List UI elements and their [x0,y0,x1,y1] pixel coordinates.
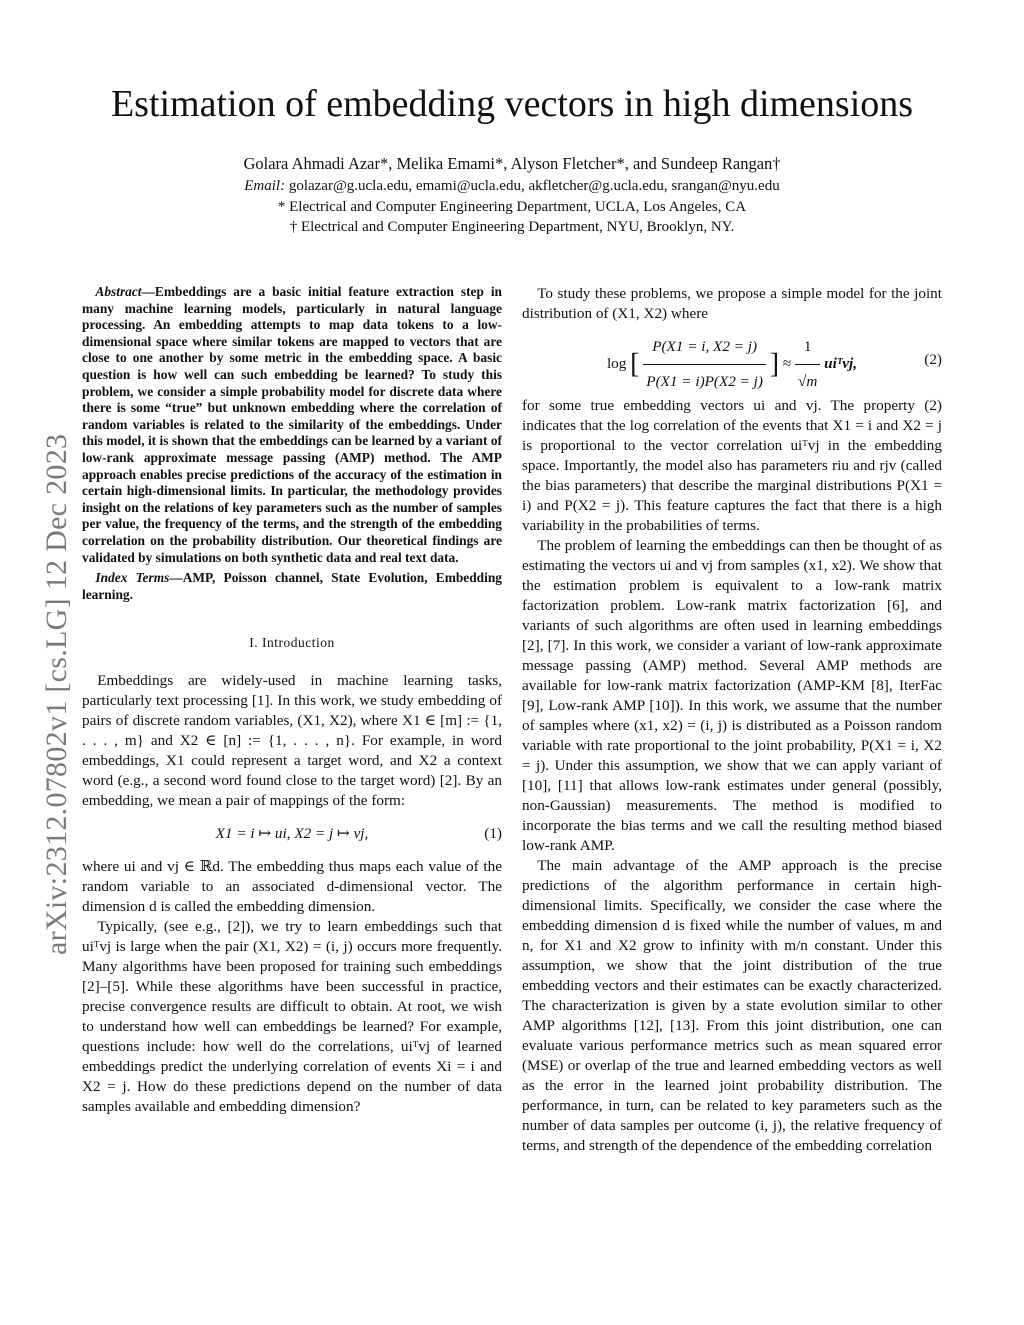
equation-2-scale-denominator: √m [798,373,818,390]
equation-2-scale-numerator: 1 [795,330,820,365]
equation-2-scale [795,330,820,399]
index-terms-label: Index Terms [95,570,170,586]
email-addresses: golazar@g.ucla.edu, emami@ucla.edu, akfletcher@g.ucla.edu, srangan@nyu.edu [288,178,780,194]
equation-2-body [582,330,882,390]
right-paragraph-2: for some true embedding vectors ui and vj. The property (2) indicates that the log correlation of the events that X1 = i and X2 = j is proportional to the vector correlation uiᵀvj in the embedding space. Importantly, the model also has parameters riu and rjv (called the bias parameters) that describe the marginal distributions P(X1 = i) and P(X2 = j). This feature captures the fact that there is a high variability in the probabilities of terms. [522,397,942,534]
equation-1 [82,817,502,851]
right-paragraph-1: To study these problems, we propose a simple model for the joint distribution of (X1, X2) where [522,285,942,322]
arxiv-sidebar [10,345,73,955]
affiliation-ucla: * Electrical and Computer Engineering Department, UCLA, Los Angeles, CA [277,199,747,215]
abstract-label: Abstract [95,284,142,299]
affiliation-nyu: † Electrical and Computer Engineering Department, NYU, Brooklyn, NY. [289,219,735,235]
equation-2-number: (2) [924,351,942,368]
equation-2-fraction [643,330,766,399]
email-line [0,178,1024,195]
index-terms [82,570,502,603]
abstract [82,284,502,566]
intro-paragraph-2: where ui and vj ∈ ℝd. The embedding thus maps each value of the random variable to an associated d-dimensional vector. The dimension d is called the embedding dimension. [82,858,502,916]
author-list: Golara Ahmadi Azar*, Melika Emami*, Alyson Fletcher*, and Sundeep Rangan† [243,154,781,173]
equation-2-numerator: P(X1 = i, X2 = j) [643,330,766,365]
equation-2-left-bracket: [ [630,348,640,380]
right-paragraph-4: The main advantage of the AMP approach is the precise predictions of the algorithm performance in certain high-dimensional limits. Specifically, we consider the case where the embedding dimension d is fixed while the number of values, m and n, for X1 and X2 grow to infinity with m/n constant. Under this assumption, we show that the joint distribution of the true embedding vectors and their estimates can be exactly characterized. The characterization is given by a state evolution similar to other AMP algorithms [12], [13]. From this joint distribution, one can evaluate various performance metrics such as mean squared error (MSE) or overlap of the true and learned embedding vectors as well as the error in the learned joint probability distribution. The performance, in turn, can be related to key parameters such as the number of data samples per outcome (i, j), the relative frequency of terms, and strength of the dependence of the embedding correlation [522,857,942,1154]
right-column [522,284,942,1156]
equation-1-body: X1 = i ↦ ui, X2 = j ↦ vj, [215,825,369,843]
email-label: Email: [244,178,286,194]
paper-title: Estimation of embedding vectors in high dimensions [110,83,914,125]
equation-2-denominator: P(X1 = i)P(X2 = j) [646,373,763,390]
equation-2-log: log [606,354,627,372]
equation-2 [522,330,942,390]
equation-1-number: (1) [484,825,502,843]
intro-paragraph-3: Typically, (see e.g., [2]), we try to learn embeddings such that uiᵀvj is large when the pair (X1, X2) = (i, j) occurs more frequently. Many algorithms have been proposed for training such embeddings [2]–[5]. While these algorithms have been successful in practice, precise convergence results are difficult to obtain. At root, we wish to understand how well can embeddings be learned? For example, questions include: how well do the correlations, uiᵀvj of learned embeddings predict the underlying correlation of events Xi = i and X2 = j. How do these predictions depend on the number of data samples available and embedding dimension? [82,918,502,1116]
section-heading-introduction: I. Introduction [249,635,335,651]
equation-2-right-bracket: ] [769,348,780,380]
index-terms-text: —AMP, Poisson channel, State Evolution, Embedding learning. [82,570,502,602]
arxiv-id-stamp: arXiv:2312.07802v1 [cs.LG] 12 Dec 2023 [40,433,73,955]
abstract-text: —Embeddings are a basic initial feature extraction step in many machine learning models, particularly in natural language processing. An embedding attempts to map data tokens to a low-dimensional space where similar tokens are mapped to vectors that are close to one another by some metric in the embedding space. A basic question is how well can such embedding be learned? To study this problem, we consider a simple probability model for discrete data where there is some “true” but unknown embedding where the correlation of random variables is related to the similarity of the embeddings. Under this model, it is shown that the embeddings can be learned by a variant of low-rank approximate message passing (AMP) method. The AMP approach enables precise predictions of the accuracy of the estimation in certain high-dimensional limits. In particular, the methodology provides insight on the relations of key parameters such as the number of samples per value, the frequency of the terms, and the strength of the embedding correlation on the probability distribution. Our theoretical findings are validated by simulations on both synthetic data and real text data. [82,284,502,565]
left-column [82,284,502,1117]
equation-2-rhs: uiᵀvj, [824,354,858,372]
equation-2-approx: ≈ [782,354,792,372]
right-paragraph-3: The problem of learning the embeddings can then be thought of as estimating the vectors ui and vj from samples (x1, x2). We show that the estimation problem is equivalent to a low-rank matrix factorization problem. Low-rank matrix factorization [6], and variants of such algorithms are often used in learning embeddings [2], [7]. In this work, we consider a variant of low-rank approximate message passing (AMP) method. Several AMP methods are available for low-rank matrix factorization (AMP-KM [8], IterFac [9], Low-rank AMP [10]). In this work, we assume that the number of samples where (x1, x2) = (i, j) is distributed as a Poisson random variable with rate proportional to the joint probability, P(X1 = i, X2 = j). Under this assumption, we show that we can apply variant of [10], [11] that allows low-rank estimates under general (possibly, non-Gaussian) measurements. The method is modified to incorporate the bias terms and we call the resulting method biased low-rank AMP. [522,537,942,854]
intro-paragraph-1: Embeddings are widely-used in machine learning tasks, particularly text processing [1]. In this work, we study embedding of pairs of discrete random variables, (X1, X2), where X1 ∈ [m] := {1, . . . , m} and X2 ∈ [n] := {1, . . . , n}. For example, in word embeddings, X1 could represent a target word, and X2 a context word (e.g., a second word found close to the target word) [2]. By an embedding, we mean a pair of mappings of the form: [82,672,502,810]
